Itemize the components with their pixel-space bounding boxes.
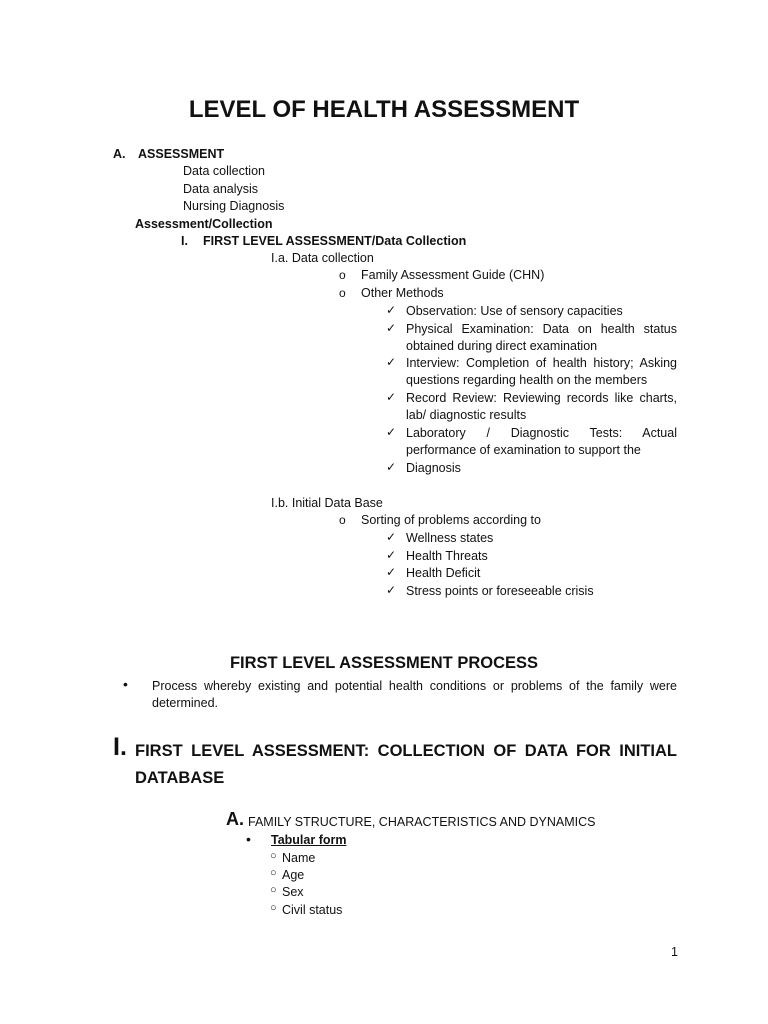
list-item: Civil status	[282, 903, 343, 917]
subsection-heading: FAMILY STRUCTURE, CHARACTERISTICS AND DYNAMICS	[248, 815, 596, 829]
list-item: Name	[282, 851, 316, 865]
list-item: Family Assessment Guide (CHN)	[361, 268, 545, 282]
bullet-icon: •	[123, 676, 128, 692]
method-item: Laboratory / Diagnostic Tests: Actual performance of examination to support the	[406, 426, 677, 457]
subsection-marker: A.	[226, 809, 244, 829]
outline-heading-assessment: ASSESSMENT	[138, 147, 225, 161]
outline-heading-first-level: FIRST LEVEL ASSESSMENT/Data Collection	[203, 234, 467, 248]
process-description: Process whereby existing and potential health conditions or problems of the family were determined.	[152, 679, 677, 710]
bullet-icon: •	[246, 831, 251, 847]
outline-marker-a: A.	[113, 147, 126, 161]
list-item: Wellness states	[406, 531, 494, 545]
outline-marker-i: I.	[181, 234, 188, 248]
list-item: Health Deficit	[406, 566, 481, 580]
circle-bullet-icon: ○	[270, 850, 277, 862]
page-title: LEVEL OF HEALTH ASSESSMENT	[188, 96, 580, 123]
checkmark-icon: ✓	[386, 530, 397, 544]
circle-bullet-icon: o	[339, 286, 346, 300]
checkmark-icon: ✓	[386, 321, 397, 335]
list-item: Other Methods	[361, 286, 444, 300]
method-item: Diagnosis	[406, 461, 461, 475]
list-item: Stress points or foreseeable crisis	[406, 584, 594, 598]
list-item: Sex	[282, 885, 304, 899]
list-item: Health Threats	[406, 549, 488, 563]
method-item: Physical Examination: Data on health status obtained during direct examination	[406, 322, 677, 353]
outline-item: Data analysis	[183, 182, 259, 196]
checkmark-icon: ✓	[386, 565, 397, 579]
ib-label: I.b. Initial Data Base	[271, 496, 383, 510]
list-item: Age	[282, 868, 305, 882]
circle-bullet-icon: o	[339, 513, 346, 527]
checkmark-icon: ✓	[386, 390, 397, 404]
subheading-assessment-collection: Assessment/Collection	[135, 217, 273, 231]
outline-item: Data collection	[183, 164, 265, 178]
method-item: Record Review: Reviewing records like charts, lab/ diagnostic results	[406, 391, 677, 422]
outline-item: Nursing Diagnosis	[183, 199, 285, 213]
circle-bullet-icon: o	[339, 268, 346, 282]
ia-label: I.a. Data collection	[271, 251, 374, 265]
circle-bullet-icon: ○	[270, 884, 277, 896]
checkmark-icon: ✓	[386, 355, 397, 369]
tabular-form-label: Tabular form	[271, 833, 347, 847]
circle-bullet-icon: ○	[270, 902, 277, 914]
checkmark-icon: ✓	[386, 303, 397, 317]
section-marker: I.	[113, 733, 127, 761]
method-item: Interview: Completion of health history; Asking questions regarding health on the members	[406, 356, 677, 387]
checkmark-icon: ✓	[386, 548, 397, 562]
page-number: 1	[671, 945, 678, 959]
section-heading: FIRST LEVEL ASSESSMENT: COLLECTION OF DATA FOR INITIAL DATABASE	[135, 742, 677, 787]
circle-bullet-icon: ○	[270, 867, 277, 879]
checkmark-icon: ✓	[386, 425, 397, 439]
process-heading: FIRST LEVEL ASSESSMENT PROCESS	[229, 654, 539, 672]
list-item: Sorting of problems according to	[361, 513, 541, 527]
checkmark-icon: ✓	[386, 583, 397, 597]
checkmark-icon: ✓	[386, 460, 397, 474]
method-item: Observation: Use of sensory capacities	[406, 304, 623, 318]
